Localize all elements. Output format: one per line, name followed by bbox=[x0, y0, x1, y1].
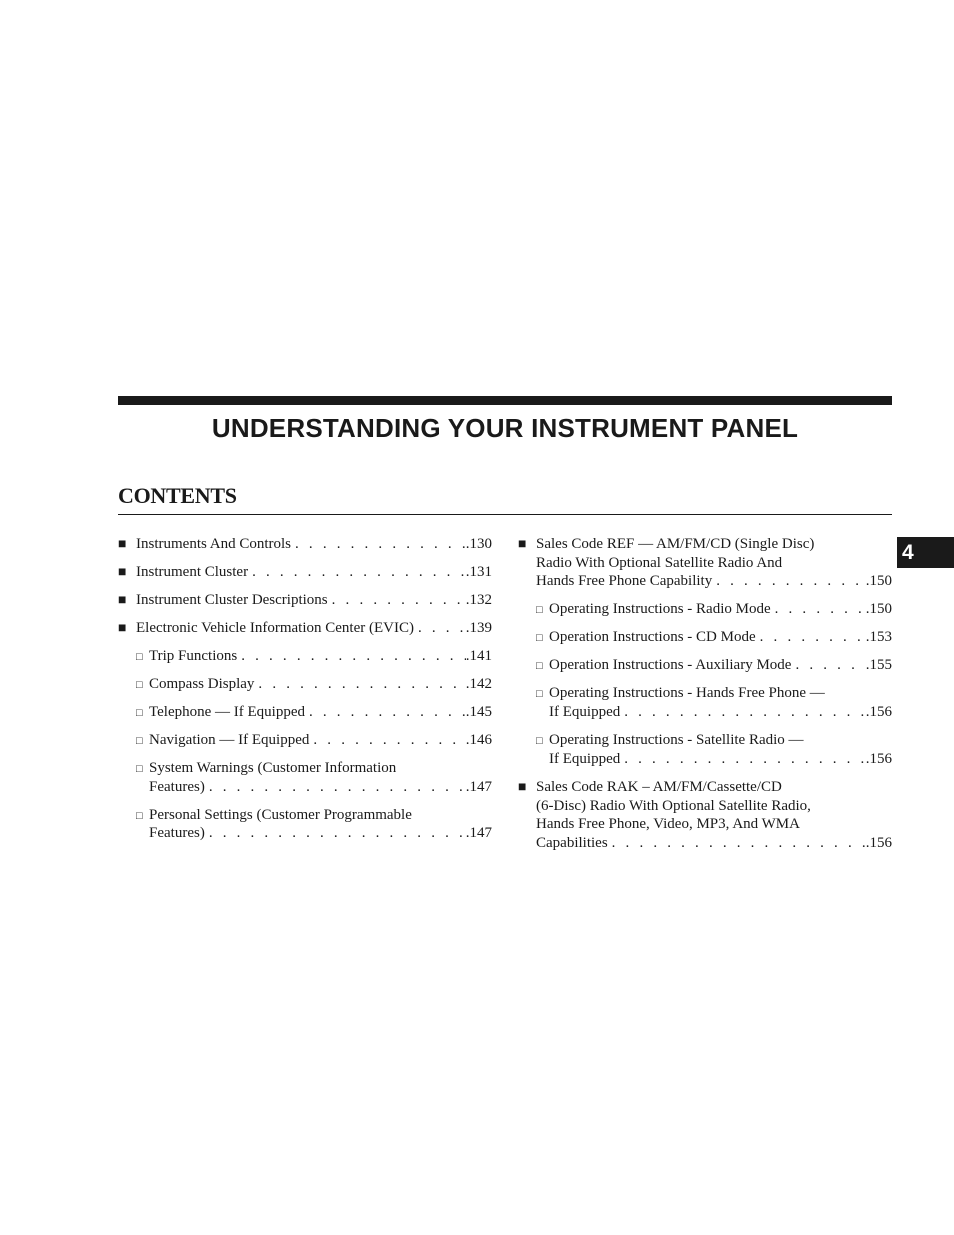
toc-left-column bbox=[118, 535, 492, 852]
dot-leader bbox=[205, 778, 466, 797]
toc-entry[interactable] bbox=[118, 535, 492, 554]
toc-page-number: .156 bbox=[865, 750, 892, 767]
toc-entry[interactable] bbox=[118, 675, 492, 694]
toc-entry[interactable] bbox=[118, 647, 492, 666]
toc-entry[interactable] bbox=[118, 759, 492, 796]
toc-entry-title: Radio With Optional Satellite Radio And bbox=[536, 554, 783, 571]
hollow-square-bullet-icon: □ bbox=[536, 632, 543, 645]
toc-page-number: .156 bbox=[865, 704, 892, 721]
filled-square-bullet-icon: ■ bbox=[518, 779, 527, 795]
toc-page-number: .141 bbox=[465, 648, 492, 664]
toc-entry-title: Features) bbox=[149, 825, 205, 842]
hollow-square-bullet-icon: □ bbox=[536, 735, 543, 748]
toc-entry[interactable] bbox=[118, 619, 492, 638]
toc-entry-title: Hands Free Phone, Video, MP3, And WMA bbox=[536, 816, 800, 833]
hollow-square-bullet-icon: □ bbox=[136, 763, 143, 775]
toc-entry-title: Compass Display bbox=[149, 676, 255, 692]
toc-entry-title: (6-Disc) Radio With Optional Satellite Radio, bbox=[536, 797, 811, 814]
dot-leader bbox=[756, 628, 866, 647]
toc-page-number: .142 bbox=[465, 676, 492, 692]
dot-leader bbox=[205, 824, 466, 843]
toc-entry[interactable] bbox=[518, 535, 892, 591]
dot-leader bbox=[291, 535, 466, 554]
hollow-square-bullet-icon: □ bbox=[136, 707, 143, 719]
chapter-tab: 4 bbox=[897, 537, 954, 568]
dot-leader bbox=[712, 572, 866, 591]
contents-heading: CONTENTS bbox=[118, 483, 237, 508]
toc-entry[interactable] bbox=[518, 778, 892, 853]
dot-leader bbox=[305, 703, 466, 722]
toc-entry[interactable] bbox=[118, 703, 492, 722]
toc-entry-title: Sales Code RAK – AM/FM/Cassette/CD bbox=[536, 778, 782, 795]
toc-page-number: .130 bbox=[465, 536, 492, 552]
toc-page-number: .146 bbox=[465, 732, 492, 748]
toc-entry-title: Instrument Cluster Descriptions bbox=[136, 592, 328, 608]
toc-entry-title: Operating Instructions - Hands Free Phone — bbox=[549, 685, 825, 702]
toc-entry-title: System Warnings (Customer Information bbox=[149, 760, 397, 776]
contents-rule bbox=[118, 514, 892, 515]
dot-leader bbox=[414, 619, 466, 638]
filled-square-bullet-icon: ■ bbox=[118, 621, 127, 636]
toc-entry-title: Sales Code REF — AM/FM/CD (Single Disc) bbox=[536, 536, 815, 552]
dot-leader bbox=[237, 647, 466, 666]
toc-page-number: .155 bbox=[865, 657, 892, 674]
dot-leader bbox=[620, 703, 866, 722]
toc-entry-title: Hands Free Phone Capability bbox=[536, 573, 713, 590]
toc-entry[interactable] bbox=[518, 600, 892, 619]
toc-entry[interactable] bbox=[118, 731, 492, 750]
filled-square-bullet-icon: ■ bbox=[518, 537, 527, 552]
toc-entry-title: If Equipped bbox=[549, 704, 621, 721]
toc-entry-title: Features) bbox=[149, 778, 205, 795]
filled-square-bullet-icon: ■ bbox=[118, 593, 127, 608]
dot-leader bbox=[771, 600, 866, 619]
toc-entry[interactable] bbox=[118, 563, 492, 582]
hollow-square-bullet-icon: □ bbox=[136, 735, 143, 747]
toc-page-number: .145 bbox=[465, 704, 492, 720]
chapter-top-rule bbox=[118, 396, 892, 405]
toc-entry-title: Personal Settings (Customer Programmable bbox=[149, 806, 412, 823]
dot-leader bbox=[309, 731, 465, 750]
dot-leader bbox=[791, 656, 865, 675]
dot-leader bbox=[248, 563, 466, 582]
toc-page-number: .147 bbox=[465, 778, 492, 795]
toc-page-number: .150 bbox=[865, 601, 892, 618]
toc-entry-title: Operating Instructions - Satellite Radio — bbox=[549, 732, 804, 749]
dot-leader bbox=[608, 834, 866, 853]
toc-page-number: .147 bbox=[465, 825, 492, 842]
toc-entry-title: Electronic Vehicle Information Center (EVIC) bbox=[136, 620, 414, 636]
toc-entry[interactable] bbox=[518, 731, 892, 768]
toc-page-number: .153 bbox=[865, 629, 892, 646]
filled-square-bullet-icon: ■ bbox=[118, 537, 127, 552]
toc-entry-title: Capabilities bbox=[536, 834, 608, 851]
hollow-square-bullet-icon: □ bbox=[536, 688, 543, 701]
dot-leader bbox=[620, 750, 866, 769]
toc-page-number: .132 bbox=[465, 592, 492, 608]
toc-entry-title: Instrument Cluster bbox=[136, 564, 249, 580]
toc-page-number: .150 bbox=[865, 573, 892, 590]
dot-leader bbox=[254, 675, 465, 694]
toc-entry[interactable] bbox=[518, 628, 892, 647]
toc-entry-title: Operation Instructions - Auxiliary Mode bbox=[549, 657, 792, 674]
toc-entry[interactable] bbox=[118, 591, 492, 610]
toc-page-number: .131 bbox=[465, 564, 492, 580]
toc-right-column bbox=[518, 535, 892, 862]
hollow-square-bullet-icon: □ bbox=[536, 660, 543, 673]
toc-entry-title: Trip Functions bbox=[149, 648, 238, 664]
toc-entry-title: Telephone — If Equipped bbox=[149, 704, 305, 720]
hollow-square-bullet-icon: □ bbox=[136, 651, 143, 663]
hollow-square-bullet-icon: □ bbox=[136, 809, 143, 822]
chapter-title: UNDERSTANDING YOUR INSTRUMENT PANEL bbox=[211, 413, 799, 443]
toc-entry-title: Operation Instructions - CD Mode bbox=[549, 629, 756, 646]
hollow-square-bullet-icon: □ bbox=[136, 679, 143, 691]
filled-square-bullet-icon: ■ bbox=[118, 565, 127, 580]
toc-entry-title: Operating Instructions - Radio Mode bbox=[549, 601, 771, 618]
toc-entry-title: If Equipped bbox=[549, 750, 621, 767]
toc-page-number: .156 bbox=[865, 834, 892, 851]
dot-leader bbox=[328, 591, 466, 610]
toc-entry-title: Navigation — If Equipped bbox=[149, 732, 310, 748]
toc-entry[interactable] bbox=[118, 806, 492, 843]
hollow-square-bullet-icon: □ bbox=[536, 604, 543, 617]
toc-entry[interactable] bbox=[518, 656, 892, 675]
toc-entry-title: Instruments And Controls bbox=[136, 536, 292, 552]
toc-entry[interactable] bbox=[518, 684, 892, 721]
toc-page-number: .139 bbox=[465, 620, 492, 636]
